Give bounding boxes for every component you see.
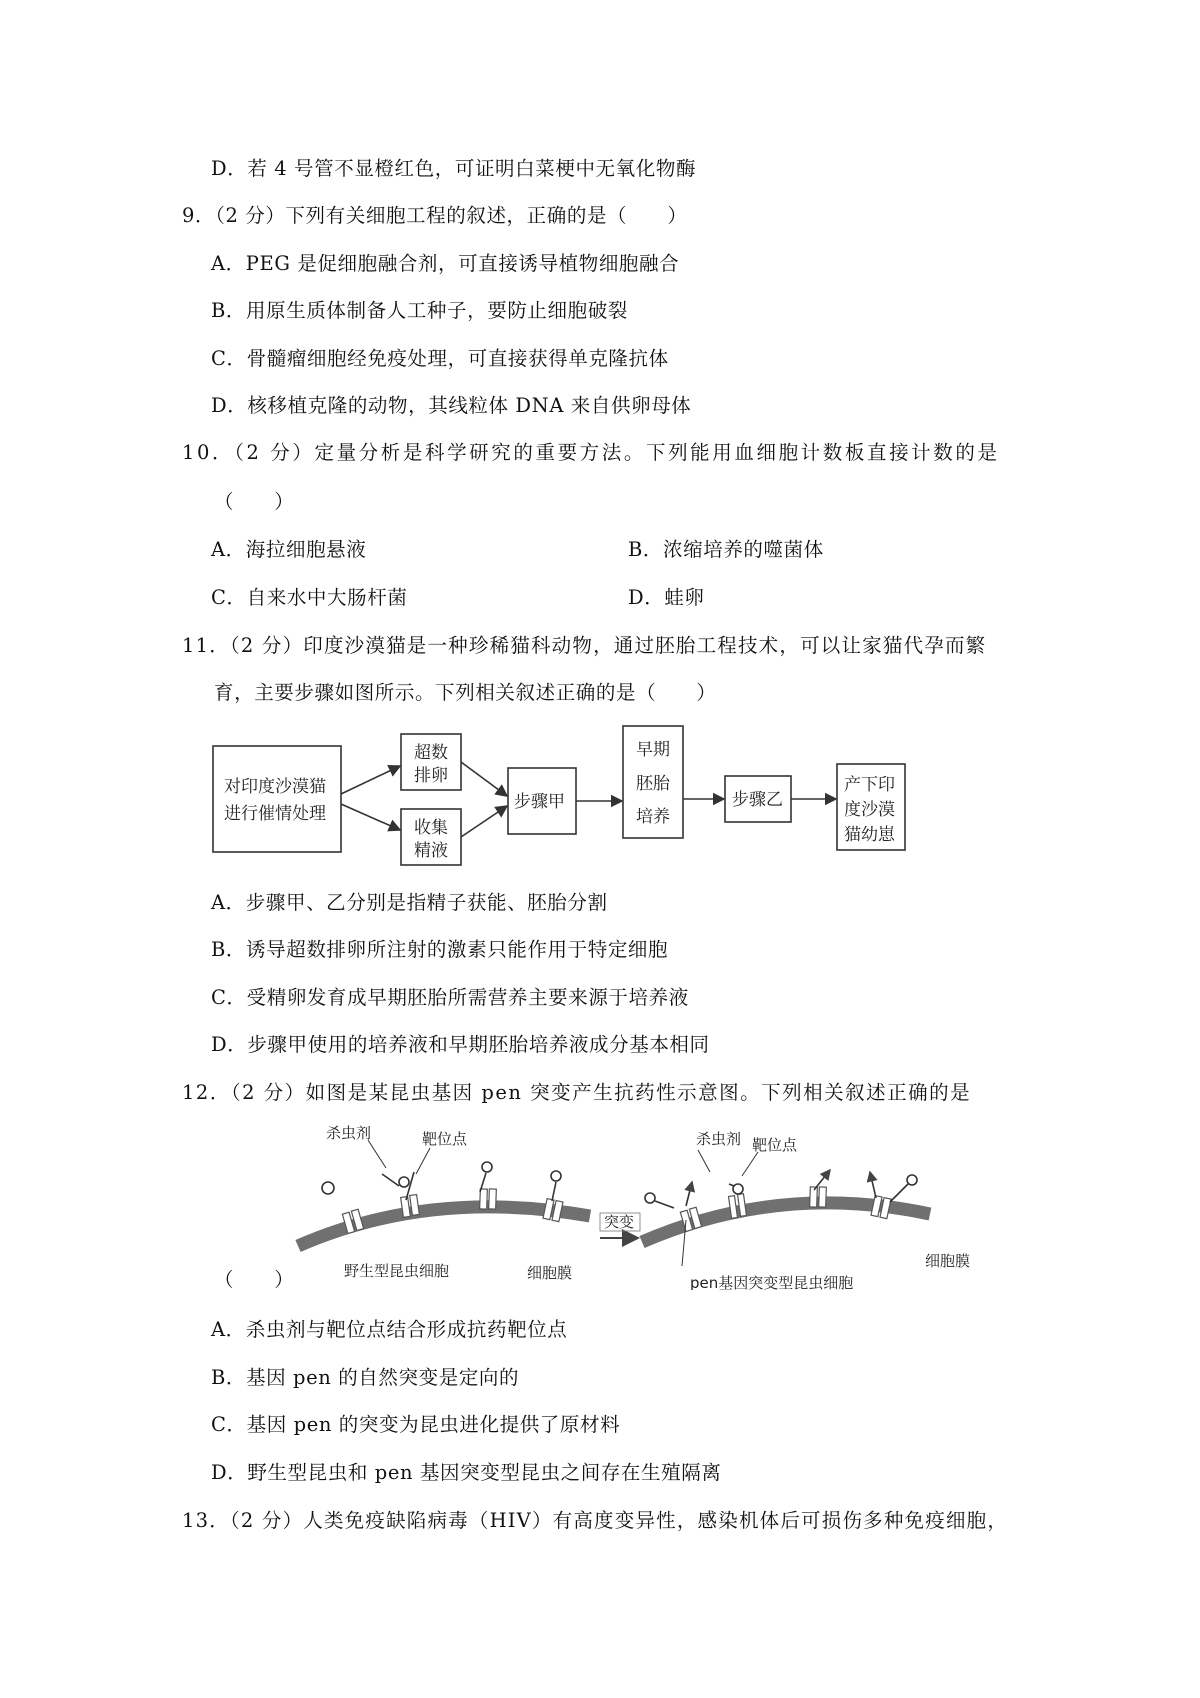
q9-option-d: D．核移植克隆的动物，其线粒体 DNA 来自供卵母体 [211, 394, 692, 417]
wild-pesticide-pointer [368, 1140, 386, 1168]
wild-pesticide-tether [382, 1174, 399, 1186]
q11-stem-cont: 育，主要步骤如图所示。下列相关叙述正确的是（ ） [214, 681, 717, 704]
q9-stem: 9．（2 分）下列有关细胞工程的叙述，正确的是（ ） [182, 204, 688, 227]
mutant-pesticide-molecule-4 [907, 1175, 917, 1185]
label-target-left: 靶位点 [422, 1130, 468, 1148]
label-mutant-cell: pen基因突变型昆虫细胞 [690, 1274, 854, 1290]
arrow-to-collect-semen [341, 804, 400, 830]
q12-option-a: A．杀虫剂与靶位点结合形成抗药靶位点 [211, 1318, 568, 1341]
q11-flowchart [210, 718, 910, 866]
box5-line1: 早期 [636, 740, 670, 760]
wild-target-pointer [416, 1148, 430, 1174]
q11-option-d: D．步骤甲使用的培养液和早期胚胎培养液成分基本相同 [211, 1033, 710, 1056]
q11-option-a: A．步骤甲、乙分别是指精子获能、胚胎分割 [211, 891, 608, 914]
box5-line3: 培养 [636, 807, 670, 827]
mutant-pesticide-tether-1 [655, 1201, 674, 1208]
arrow-semen-to-step-jia [461, 806, 507, 837]
box3-line1: 收集 [414, 818, 448, 838]
mutant-rebound-arrow-4 [870, 1172, 876, 1198]
wild-pesticide-molecule-1 [322, 1182, 334, 1194]
label-wild-cell: 野生型昆虫细胞 [344, 1262, 450, 1280]
q12-stem: 12．（2 分）如图是某昆虫基因 pen 突变产生抗药性示意图。下列相关叙述正确的是 [182, 1081, 972, 1104]
mutant-pesticide-tether-4 [890, 1184, 908, 1202]
wild-pesticide-molecule-3 [482, 1162, 492, 1172]
mutant-pesticide-molecule-2 [733, 1184, 743, 1194]
q10-option-c: C．自来水中大肠杆菌 [211, 586, 408, 609]
arrow-to-superovulation [341, 766, 400, 794]
label-membrane-right: 细胞膜 [925, 1252, 971, 1270]
wild-pesticide-line-4 [552, 1182, 556, 1201]
label-pesticide-left: 杀虫剂 [326, 1124, 372, 1142]
mutant-pesticide-pointer [698, 1150, 710, 1172]
q10-stem-cont: （ ） [214, 490, 295, 513]
wild-pesticide-molecule-4 [551, 1171, 561, 1181]
q10-option-a: A．海拉细胞悬液 [211, 538, 367, 561]
box3-line2: 精液 [414, 841, 448, 861]
q9-option-c: C．骨髓瘤细胞经免疫处理，可直接获得单克隆抗体 [211, 347, 669, 370]
mutant-target-pointer [742, 1152, 758, 1176]
label-pesticide-right: 杀虫剂 [696, 1130, 742, 1148]
box2-line1: 超数 [414, 743, 448, 763]
label-target-right: 靶位点 [752, 1136, 798, 1154]
q11-option-c: C．受精卵发育成早期胚胎所需营养主要来源于培养液 [211, 986, 689, 1009]
mutant-rebound-arrow-1 [686, 1182, 692, 1206]
q12-option-d: D．野生型昆虫和 pen 基因突变型昆虫之间存在生殖隔离 [211, 1461, 722, 1484]
q10-stem: 10．（2 分）定量分析是科学研究的重要方法。下列能用血细胞计数板直接计数的是 [182, 441, 1000, 464]
flow-box-estrus [213, 746, 341, 852]
q12-stem-cont: （ ） [214, 1268, 295, 1291]
box7-line1: 产下印 [844, 775, 895, 795]
q12-option-c: C．基因 pen 的突变为昆虫进化提供了原材料 [211, 1413, 621, 1436]
mutant-pesticide-molecule-1 [645, 1193, 655, 1203]
q10-option-d: D．蛙卵 [628, 586, 705, 609]
box4-label: 步骤甲 [514, 792, 565, 812]
box1-line2: 进行催情处理 [224, 804, 326, 824]
q12-membrane-diagram [290, 1110, 1010, 1290]
box1-line1: 对印度沙漠猫 [224, 777, 326, 797]
q11-stem: 11．（2 分）印度沙漠猫是一种珍稀猫科动物，通过胚胎工程技术，可以让家猫代孕而繁 [182, 634, 987, 657]
box6-label: 步骤乙 [732, 790, 783, 810]
q9-option-a: A．PEG 是促细胞融合剂，可直接诱导植物细胞融合 [211, 252, 680, 275]
box7-line3: 猫幼崽 [844, 825, 895, 845]
box2-line2: 排卵 [414, 766, 448, 786]
mutant-pesticide-tether-2 [729, 1184, 734, 1186]
box5-line2: 胚胎 [636, 774, 670, 794]
label-mutation: 突变 [604, 1213, 635, 1231]
q11-option-b: B．诱导超数排卵所注射的激素只能作用于特定细胞 [211, 938, 669, 961]
q13-stem: 13．（2 分）人类免疫缺陷病毒（HIV）有高度变异性，感染机体后可损伤多种免疫细胞， [182, 1509, 1009, 1532]
wild-pesticide-molecule-2 [399, 1177, 409, 1187]
q10-option-b: B．浓缩培养的噬菌体 [628, 538, 824, 561]
box7-line2: 度沙漠 [844, 800, 895, 820]
q8-option-d: D．若 4 号管不显橙红色，可证明白菜梗中无氧化物酶 [211, 157, 697, 180]
arrow-egg-to-step-jia [461, 762, 507, 796]
wild-channel-2 [401, 1195, 420, 1218]
q12-option-b: B．基因 pen 的自然突变是定向的 [211, 1366, 520, 1389]
q9-option-b: B．用原生质体制备人工种子，要防止细胞破裂 [211, 299, 628, 322]
label-membrane-left: 细胞膜 [527, 1264, 573, 1282]
